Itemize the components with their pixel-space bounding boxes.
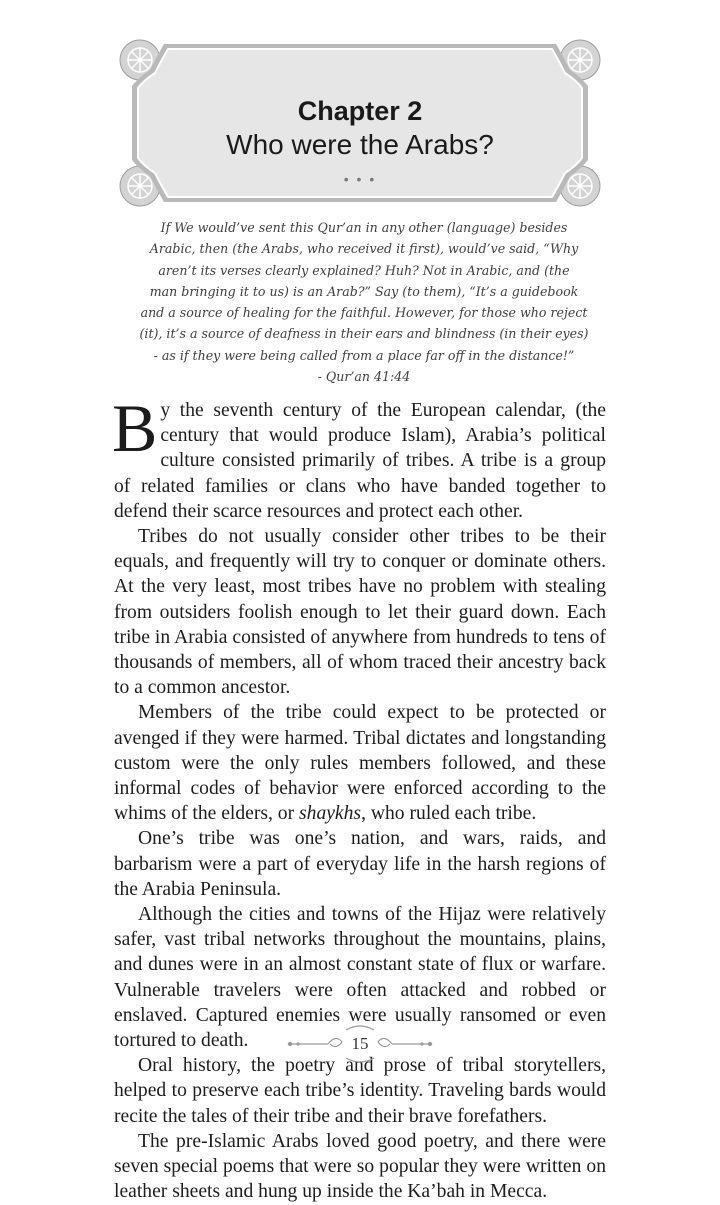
page-number-ornament bbox=[284, 1024, 436, 1064]
paragraph: The pre-Islamic Arabs loved good poetry, and there were seven special poems that were so popular they were written on leather sheets and hung up inside the Ka’bah in Mecca. bbox=[114, 1130, 606, 1203]
epigraph-source: - Qur’an 41:44 bbox=[317, 369, 411, 385]
paragraph-text: y the seventh century of the European calendar, (the century that would produce Islam), Arabia’s political culture consisted primarily of tribes. A tribe is a group of related families or clans who have banded together to defend their scarce resources and protect each other. bbox=[114, 400, 606, 522]
epigraph-line: If We would’ve sent this Qur’an in any other (language) besides bbox=[160, 220, 568, 235]
paragraph-text: Members of the tribe could expect to be protected or avenged if they were harmed. Tribal dictates and longstanding custom were the only rules members followed, and these informal codes of behavior were enforced according to the whims of the elders, or bbox=[114, 702, 606, 825]
paragraph: Tribes do not usually consider other tribes to be their equals, and frequently will try to conquer or dominate others. At the very least, most tribes have no problem with stealing from outsiders foolish enough to let their guard down. Each tribe in Arabia consisted of anywhere from hundreds to tens of thousands of members, all of whom traced their ancestry back to a common ancestor. bbox=[114, 526, 606, 699]
paragraph-text: , who ruled each tribe. bbox=[361, 803, 537, 825]
epigraph-line: man bringing it to us) is an Arab?” Say (to them), “It’s a guidebook bbox=[149, 283, 579, 299]
epigraph-line: (it), it’s a source of deafness in their ears and blindness (in their eyes) bbox=[139, 326, 589, 342]
drop-cap: B bbox=[112, 390, 158, 466]
page-number: 15 bbox=[351, 1034, 369, 1053]
italic-term: shaykhs bbox=[299, 803, 362, 825]
chapter-title: Who were the Arabs? bbox=[226, 129, 494, 160]
paragraph: One’s tribe was one’s nation, and wars, raids, and barbarism were a part of everyday life in the harsh regions of the Arabia Peninsula. bbox=[114, 828, 606, 900]
paragraph bbox=[112, 390, 606, 524]
epigraph-line: aren’t its verses clearly explained? Huh? Not in Arabic, and (the bbox=[158, 262, 570, 278]
epigraph-line: and a source of healing for the faithful. However, for those who reject bbox=[140, 305, 588, 321]
epigraph-line: - as if they were being called from a place far off in the distance!” bbox=[153, 347, 575, 363]
chapter-body bbox=[112, 390, 606, 1205]
chapter-banner bbox=[118, 38, 602, 208]
chapter-number: Chapter 2 bbox=[297, 96, 423, 126]
paragraph: Although the cities and towns of the Hijaz were relatively safer, vast tribal networks throughout the mountains, plains, and dunes were in an almost constant state of flux or warfare. Vulnerable travelers were often attacked and robbed or enslaved. Captured enemies were usually ransomed or even tortured to death. bbox=[114, 904, 606, 1052]
epigraph-quote bbox=[108, 217, 620, 387]
banner-ornament-dots: • • • bbox=[343, 171, 377, 187]
paragraph bbox=[114, 700, 606, 826]
paragraph: Oral history, the poetry and prose of tribal storytellers, helped to preserve each tribe’s identity. Traveling bards would recite the tales of their tribe and their brave forefathers. bbox=[114, 1055, 606, 1127]
epigraph-line: Arabic, then (the Arabs, who received it first), would’ve said, “Why bbox=[149, 241, 579, 257]
